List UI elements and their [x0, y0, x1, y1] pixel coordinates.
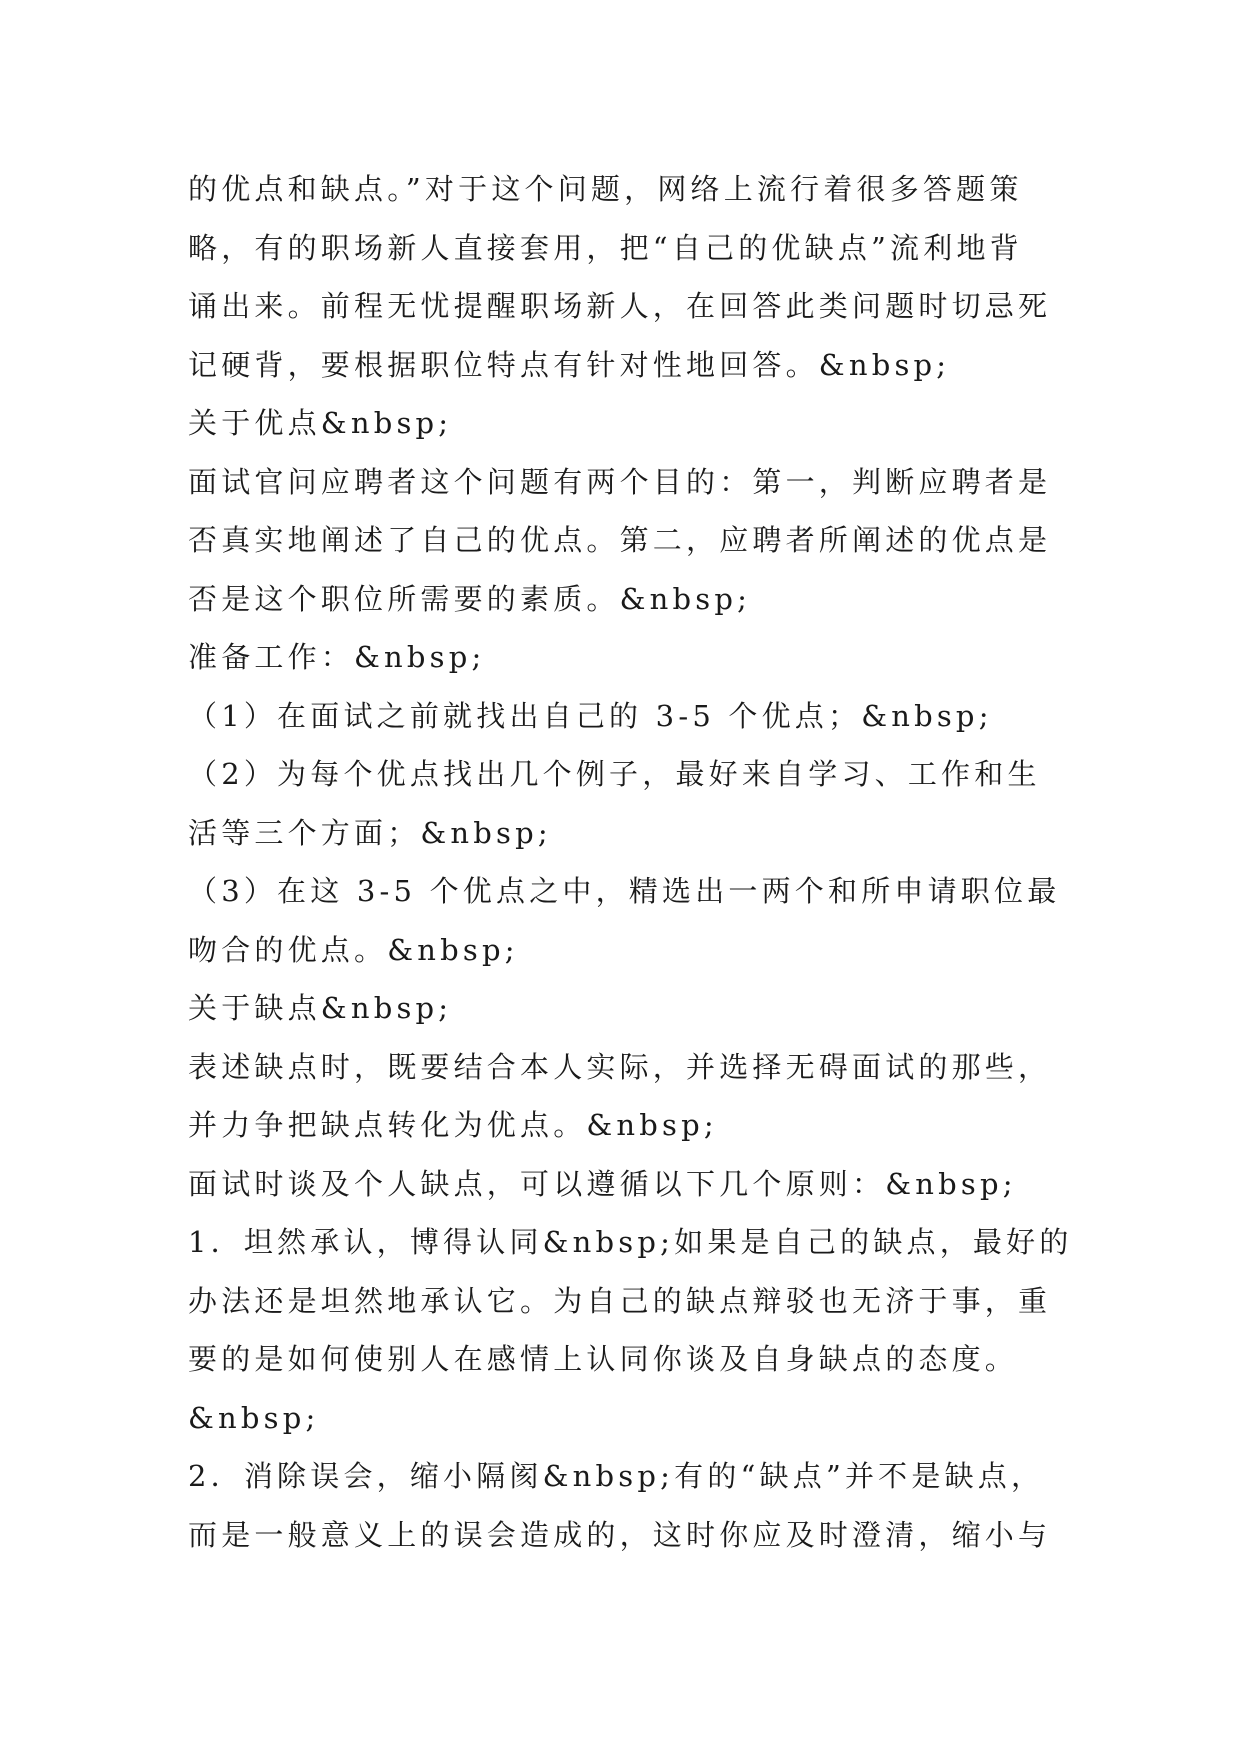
text-line: 诵出来。前程无忧提醒职场新人，在回答此类问题时切忌死 [188, 289, 1052, 323]
list-item: （1）在面试之前就找出自己的 3-5 个优点；&nbsp; [188, 698, 993, 733]
section-heading-strengths: 关于优点&nbsp; [188, 406, 453, 440]
text-line: 而是一般意义上的误会造成的，这时你应及时澄清，缩小与 [188, 1517, 1052, 1552]
text-line: 略，有的职场新人直接套用，把“自己的优缺点”流利地背 [188, 230, 1023, 265]
text-line: 否真实地阐述了自己的优点。第二，应聘者所阐述的优点是 [188, 523, 1052, 557]
list-item: （2）为每个优点找出几个例子，最好来自学习、工作和生 [188, 757, 1041, 791]
text-line: 办法还是坦然地承认它。为自己的缺点辩驳也无济于事，重 [188, 1283, 1052, 1318]
section-heading-weaknesses: 关于缺点&nbsp; [188, 991, 453, 1025]
text-line: 表述缺点时，既要结合本人实际，并选择无碍面试的那些， [188, 1049, 1052, 1084]
text-line: 记硬背，要根据职位特点有针对性地回答。&nbsp; [188, 347, 951, 382]
text-line: 面试官问应聘者这个问题有两个目的：第一，判断应聘者是 [188, 464, 1052, 499]
text-line: 面试时谈及个人缺点，可以遵循以下几个原则：&nbsp; [188, 1166, 1017, 1201]
subheading-preparation: 准备工作：&nbsp; [188, 640, 486, 674]
text-line: 吻合的优点。&nbsp; [188, 932, 519, 967]
principle-item: 1．坦然承认，博得认同&nbsp;如果是自己的缺点，最好的 [188, 1225, 1073, 1259]
text-line: 活等三个方面；&nbsp; [188, 815, 552, 850]
text-line: 并力争把缺点转化为优点。&nbsp; [188, 1108, 718, 1142]
text-line: 的优点和缺点。”对于这个问题，网络上流行着很多答题策 [188, 172, 1023, 206]
document-body [188, 160, 1073, 1564]
list-item: （3）在这 3-5 个优点之中，精选出一两个和所申请职位最 [188, 874, 1061, 908]
text-line: 否是这个职位所需要的素质。&nbsp; [188, 581, 752, 616]
text-line: 要的是如何使别人在感情上认同你谈及自身缺点的态度。 [188, 1342, 1019, 1376]
principle-item: 2．消除误会，缩小隔阂&nbsp;有的“缺点”并不是缺点， [188, 1459, 1045, 1493]
text-line: &nbsp; [188, 1400, 320, 1435]
